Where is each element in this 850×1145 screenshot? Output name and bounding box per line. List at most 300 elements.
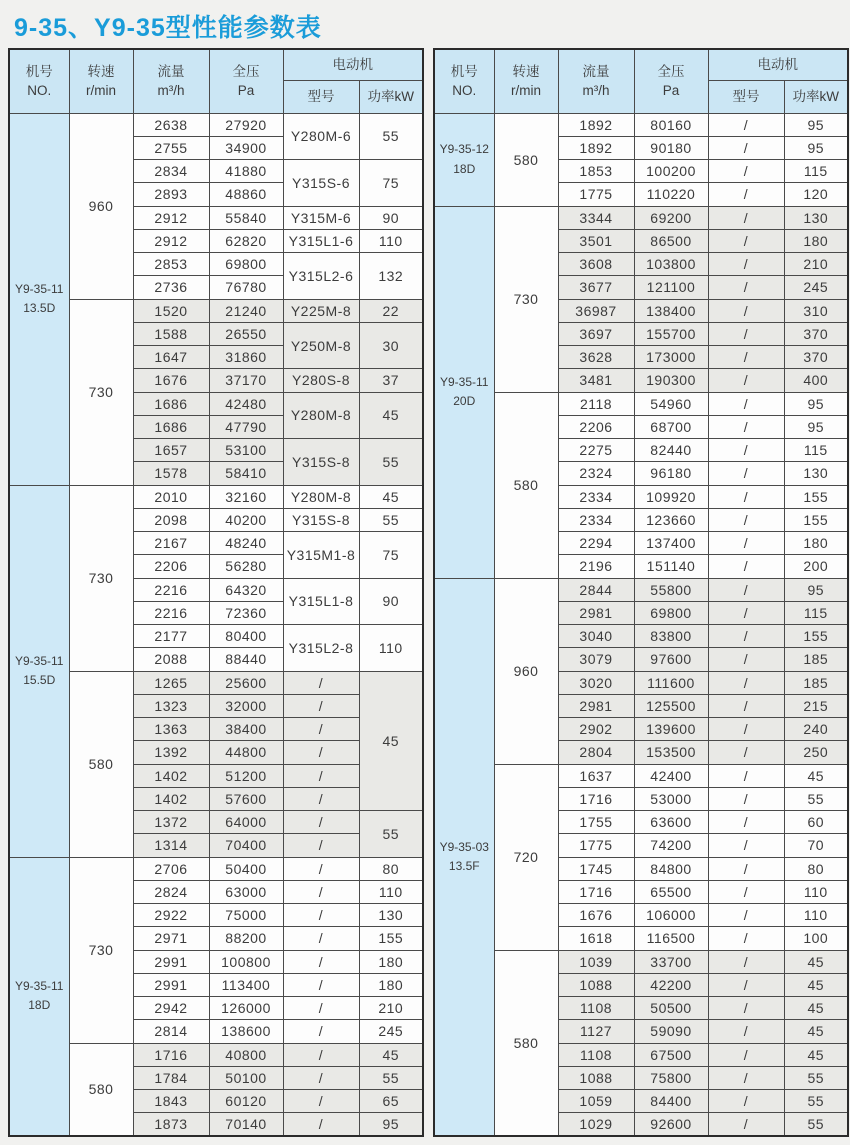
model-cell: / <box>708 462 784 485</box>
header-speed <box>494 49 558 113</box>
pressure-cell: 123660 <box>634 508 708 531</box>
pressure-cell: 42200 <box>634 973 708 996</box>
flow-cell: 1088 <box>558 1066 634 1089</box>
power-cell: 130 <box>784 462 848 485</box>
power-cell: 55 <box>784 1090 848 1113</box>
table-row <box>434 113 848 136</box>
model-cell: / <box>708 276 784 299</box>
model-no-cell <box>434 113 494 206</box>
model-cell: Y225M-8 <box>283 299 359 322</box>
model-cell: / <box>283 718 359 741</box>
model-no-cell <box>9 113 69 485</box>
model-no-line2: 18D <box>453 161 476 176</box>
flow-cell: 2755 <box>133 136 209 159</box>
header-speed <box>69 49 133 113</box>
pressure-cell: 32160 <box>209 485 283 508</box>
pressure-cell: 106000 <box>634 904 708 927</box>
header-speed-cn: 转速 <box>512 63 540 79</box>
table-row <box>9 857 423 880</box>
power-cell: 45 <box>359 671 423 811</box>
power-cell: 155 <box>784 485 848 508</box>
model-cell: / <box>708 253 784 276</box>
pressure-cell: 65500 <box>634 880 708 903</box>
power-cell: 55 <box>784 1066 848 1089</box>
model-no-line1: Y9-35-11 <box>440 374 489 389</box>
power-cell: 180 <box>359 950 423 973</box>
model-no-line1: Y9-35-11 <box>15 281 64 296</box>
model-cell: / <box>283 834 359 857</box>
power-cell: 95 <box>784 578 848 601</box>
model-no-cell <box>9 857 69 1136</box>
power-cell: 45 <box>784 997 848 1020</box>
pressure-cell: 40200 <box>209 508 283 531</box>
flow-cell: 2981 <box>558 601 634 624</box>
model-cell: / <box>708 322 784 345</box>
model-no-line1: Y9-35-03 <box>439 839 489 854</box>
flow-cell: 1039 <box>558 950 634 973</box>
pressure-cell: 68700 <box>634 415 708 438</box>
flow-cell: 1392 <box>133 741 209 764</box>
model-cell: / <box>708 113 784 136</box>
pressure-cell: 58410 <box>209 462 283 485</box>
page-title: 9-35、Y9-35型性能参数表 <box>14 14 322 42</box>
model-cell: / <box>708 787 784 810</box>
flow-cell: 2206 <box>133 555 209 578</box>
flow-cell: 3344 <box>558 206 634 229</box>
header-pressure-unit: Pa <box>237 83 255 99</box>
flow-cell: 1775 <box>558 183 634 206</box>
power-cell: 200 <box>784 555 848 578</box>
speed-cell: 730 <box>69 485 133 671</box>
table-row <box>9 113 423 136</box>
model-cell: / <box>283 857 359 880</box>
flow-cell: 1647 <box>133 346 209 369</box>
flow-cell: 2853 <box>133 253 209 276</box>
flow-cell: 2804 <box>558 741 634 764</box>
model-cell: / <box>708 764 784 787</box>
header-no-en: NO. <box>27 83 52 99</box>
model-cell: / <box>708 927 784 950</box>
flow-cell: 1578 <box>133 462 209 485</box>
flow-cell: 2942 <box>133 997 209 1020</box>
flow-cell: 1853 <box>558 160 634 183</box>
header-motor: 电动机 <box>708 49 848 80</box>
model-cell: / <box>283 1043 359 1066</box>
model-cell: / <box>283 880 359 903</box>
pressure-cell: 64000 <box>209 811 283 834</box>
speed-cell: 720 <box>494 764 558 950</box>
pressure-cell: 53100 <box>209 439 283 462</box>
header-pressure-unit: Pa <box>662 83 680 99</box>
pressure-cell: 139600 <box>634 718 708 741</box>
flow-cell: 2902 <box>558 718 634 741</box>
pressure-cell: 31860 <box>209 346 283 369</box>
pressure-cell: 100800 <box>209 950 283 973</box>
pressure-cell: 100200 <box>634 160 708 183</box>
flow-cell: 2706 <box>133 857 209 880</box>
model-cell: / <box>708 904 784 927</box>
model-cell: / <box>708 532 784 555</box>
model-cell: / <box>708 439 784 462</box>
flow-cell: 1088 <box>558 973 634 996</box>
model-cell: / <box>708 1066 784 1089</box>
power-cell: 155 <box>784 508 848 531</box>
pressure-cell: 96180 <box>634 462 708 485</box>
pressure-cell: 37170 <box>209 369 283 392</box>
flow-cell: 2098 <box>133 508 209 531</box>
flow-cell: 3697 <box>558 322 634 345</box>
pressure-cell: 50400 <box>209 857 283 880</box>
pressure-cell: 48860 <box>209 183 283 206</box>
speed-cell: 580 <box>494 392 558 578</box>
pressure-cell: 67500 <box>634 1043 708 1066</box>
model-cell: Y280M-6 <box>283 113 359 160</box>
pressure-cell: 57600 <box>209 787 283 810</box>
flow-cell: 1657 <box>133 439 209 462</box>
flow-cell: 1314 <box>133 834 209 857</box>
pressure-cell: 111600 <box>634 671 708 694</box>
flow-cell: 1520 <box>133 299 209 322</box>
power-cell: 155 <box>784 625 848 648</box>
model-cell: / <box>708 346 784 369</box>
pressure-cell: 82440 <box>634 439 708 462</box>
power-cell: 95 <box>784 415 848 438</box>
flow-cell: 1745 <box>558 857 634 880</box>
flow-cell: 1843 <box>133 1090 209 1113</box>
model-cell: / <box>283 811 359 834</box>
power-cell: 55 <box>359 811 423 858</box>
power-cell: 45 <box>784 973 848 996</box>
pressure-cell: 38400 <box>209 718 283 741</box>
pressure-cell: 69800 <box>634 601 708 624</box>
table-row <box>9 299 423 322</box>
pressure-cell: 126000 <box>209 997 283 1020</box>
flow-cell: 1892 <box>558 113 634 136</box>
flow-cell: 1716 <box>133 1043 209 1066</box>
power-cell: 65 <box>359 1090 423 1113</box>
flow-cell: 1323 <box>133 694 209 717</box>
flow-cell: 2324 <box>558 462 634 485</box>
model-cell: / <box>283 904 359 927</box>
model-cell: / <box>283 694 359 717</box>
model-cell: Y250M-8 <box>283 322 359 369</box>
model-cell: Y315L2-6 <box>283 253 359 300</box>
power-cell: 132 <box>359 253 423 300</box>
flow-cell: 3481 <box>558 369 634 392</box>
power-cell: 45 <box>359 392 423 439</box>
power-cell: 370 <box>784 322 848 345</box>
power-cell: 185 <box>784 671 848 694</box>
table-row <box>434 206 848 229</box>
model-cell: Y280S-8 <box>283 369 359 392</box>
pressure-cell: 62820 <box>209 229 283 252</box>
model-cell: / <box>708 229 784 252</box>
model-cell: / <box>708 811 784 834</box>
pressure-cell: 84400 <box>634 1090 708 1113</box>
pressure-cell: 42400 <box>634 764 708 787</box>
flow-cell: 2991 <box>133 950 209 973</box>
flow-cell: 2177 <box>133 625 209 648</box>
power-cell: 95 <box>359 1113 423 1136</box>
model-cell: / <box>708 973 784 996</box>
flow-cell: 1784 <box>133 1066 209 1089</box>
model-no-line1: Y9-35-12 <box>439 142 489 157</box>
header-no <box>434 49 494 113</box>
flow-cell: 2893 <box>133 183 209 206</box>
power-cell: 210 <box>359 997 423 1020</box>
model-cell: / <box>708 1020 784 1043</box>
model-no-cell <box>9 485 69 857</box>
header-no-cn: 机号 <box>450 63 478 79</box>
header-model: 型号 <box>708 80 784 113</box>
power-cell: 45 <box>784 764 848 787</box>
pressure-cell: 190300 <box>634 369 708 392</box>
flow-cell: 2824 <box>133 880 209 903</box>
flow-cell: 3608 <box>558 253 634 276</box>
pressure-cell: 153500 <box>634 741 708 764</box>
power-cell: 80 <box>784 857 848 880</box>
power-cell: 130 <box>359 904 423 927</box>
model-cell: / <box>283 973 359 996</box>
flow-cell: 2167 <box>133 532 209 555</box>
power-cell: 55 <box>784 1113 848 1136</box>
model-cell: / <box>708 694 784 717</box>
pressure-cell: 21240 <box>209 299 283 322</box>
flow-cell: 2275 <box>558 439 634 462</box>
power-cell: 45 <box>359 485 423 508</box>
pressure-cell: 113400 <box>209 973 283 996</box>
flow-cell: 1686 <box>133 392 209 415</box>
header-motor: 电动机 <box>283 49 423 80</box>
flow-cell: 3020 <box>558 671 634 694</box>
performance-table-right <box>433 48 849 1137</box>
pressure-cell: 60120 <box>209 1090 283 1113</box>
flow-cell: 1892 <box>558 136 634 159</box>
power-cell: 250 <box>784 741 848 764</box>
table-row <box>434 578 848 601</box>
pressure-cell: 92600 <box>634 1113 708 1136</box>
power-cell: 245 <box>784 276 848 299</box>
power-cell: 22 <box>359 299 423 322</box>
pressure-cell: 63000 <box>209 880 283 903</box>
speed-cell: 960 <box>494 578 558 764</box>
flow-cell: 3040 <box>558 625 634 648</box>
model-cell: / <box>708 1043 784 1066</box>
flow-cell: 3677 <box>558 276 634 299</box>
pressure-cell: 53000 <box>634 787 708 810</box>
flow-cell: 2334 <box>558 485 634 508</box>
header-speed-cn: 转速 <box>87 63 115 79</box>
power-cell: 70 <box>784 834 848 857</box>
power-cell: 210 <box>784 253 848 276</box>
pressure-cell: 26550 <box>209 322 283 345</box>
pressure-cell: 47790 <box>209 415 283 438</box>
model-cell: / <box>708 741 784 764</box>
model-no-line2: 15.5D <box>23 673 56 687</box>
speed-cell: 580 <box>69 1043 133 1136</box>
model-cell: Y315M-6 <box>283 206 359 229</box>
flow-cell: 1873 <box>133 1113 209 1136</box>
pressure-cell: 75000 <box>209 904 283 927</box>
pressure-cell: 138400 <box>634 299 708 322</box>
model-cell: / <box>708 508 784 531</box>
power-cell: 95 <box>784 136 848 159</box>
model-cell: / <box>708 369 784 392</box>
power-cell: 55 <box>359 113 423 160</box>
power-cell: 130 <box>784 206 848 229</box>
model-cell: / <box>708 1090 784 1113</box>
model-cell: / <box>708 578 784 601</box>
flow-cell: 2088 <box>133 648 209 671</box>
model-cell: / <box>708 555 784 578</box>
pressure-cell: 75800 <box>634 1066 708 1089</box>
header-no-en: NO. <box>452 83 477 99</box>
power-cell: 95 <box>784 113 848 136</box>
model-cell: / <box>708 160 784 183</box>
flow-cell: 2118 <box>558 392 634 415</box>
power-cell: 155 <box>359 927 423 950</box>
speed-cell: 580 <box>494 950 558 1136</box>
model-cell: / <box>283 1113 359 1136</box>
pressure-cell: 155700 <box>634 322 708 345</box>
flow-cell: 1686 <box>133 415 209 438</box>
header-no-cn: 机号 <box>25 63 53 79</box>
flow-cell: 2971 <box>133 927 209 950</box>
header-flow <box>133 49 209 113</box>
flow-cell: 2294 <box>558 532 634 555</box>
model-cell: / <box>708 950 784 973</box>
model-no-cell <box>434 206 494 578</box>
power-cell: 45 <box>784 950 848 973</box>
header-flow-unit: m³/h <box>582 83 610 99</box>
speed-cell: 730 <box>69 857 133 1043</box>
model-no-line2: 18D <box>28 998 51 1013</box>
pressure-cell: 80400 <box>209 625 283 648</box>
power-cell: 37 <box>359 369 423 392</box>
header-no <box>9 49 69 113</box>
pressure-cell: 32000 <box>209 694 283 717</box>
power-cell: 120 <box>784 183 848 206</box>
pressure-cell: 69800 <box>209 253 283 276</box>
flow-cell: 2991 <box>133 973 209 996</box>
header-flow-cn: 流量 <box>582 63 610 79</box>
power-cell: 110 <box>359 880 423 903</box>
header-pressure <box>209 49 283 113</box>
pressure-cell: 63600 <box>634 811 708 834</box>
pressure-cell: 116500 <box>634 927 708 950</box>
model-cell: Y315M1-8 <box>283 532 359 579</box>
power-cell: 80 <box>359 857 423 880</box>
model-cell: / <box>708 997 784 1020</box>
flow-cell: 1265 <box>133 671 209 694</box>
model-cell: / <box>708 718 784 741</box>
flow-cell: 2912 <box>133 206 209 229</box>
header-model: 型号 <box>283 80 359 113</box>
model-no-line2: 20D <box>453 394 476 408</box>
pressure-cell: 56280 <box>209 555 283 578</box>
model-cell: / <box>283 927 359 950</box>
power-cell: 75 <box>359 160 423 207</box>
pressure-cell: 59090 <box>634 1020 708 1043</box>
flow-cell: 1108 <box>558 997 634 1020</box>
model-cell: Y280M-8 <box>283 485 359 508</box>
model-cell: / <box>708 648 784 671</box>
flow-cell: 1402 <box>133 787 209 810</box>
model-no-line2: 13.5D <box>23 301 56 315</box>
power-cell: 110 <box>359 229 423 252</box>
pressure-cell: 51200 <box>209 764 283 787</box>
model-cell: / <box>708 183 784 206</box>
model-no-line1: Y9-35-11 <box>15 979 64 994</box>
performance-table-left <box>8 48 424 1137</box>
model-cell: Y280M-8 <box>283 392 359 439</box>
flow-cell: 2736 <box>133 276 209 299</box>
pressure-cell: 40800 <box>209 1043 283 1066</box>
pressure-cell: 88440 <box>209 648 283 671</box>
power-cell: 60 <box>784 811 848 834</box>
model-cell: Y315L1-6 <box>283 229 359 252</box>
model-cell: / <box>708 1113 784 1136</box>
power-cell: 115 <box>784 601 848 624</box>
pressure-cell: 151140 <box>634 555 708 578</box>
pressure-cell: 137400 <box>634 532 708 555</box>
header-flow-cn: 流量 <box>157 63 185 79</box>
flow-cell: 2216 <box>133 578 209 601</box>
pressure-cell: 25600 <box>209 671 283 694</box>
flow-cell: 1676 <box>133 369 209 392</box>
header-speed-unit: r/min <box>511 83 541 99</box>
flow-cell: 1716 <box>558 787 634 810</box>
power-cell: 180 <box>359 973 423 996</box>
pressure-cell: 74200 <box>634 834 708 857</box>
model-cell: Y315S-6 <box>283 160 359 207</box>
flow-cell: 1372 <box>133 811 209 834</box>
model-no-line2: 13.5F <box>448 858 480 873</box>
power-cell: 90 <box>359 578 423 625</box>
power-cell: 400 <box>784 369 848 392</box>
model-cell: / <box>708 485 784 508</box>
flow-cell: 2196 <box>558 555 634 578</box>
pressure-cell: 110220 <box>634 183 708 206</box>
model-cell: / <box>708 857 784 880</box>
header-speed-unit: r/min <box>86 83 116 99</box>
pressure-cell: 44800 <box>209 741 283 764</box>
model-cell: / <box>708 392 784 415</box>
model-cell: / <box>708 601 784 624</box>
header-power: 功率kW <box>359 80 423 113</box>
power-cell: 110 <box>784 880 848 903</box>
pressure-cell: 27920 <box>209 113 283 136</box>
pressure-cell: 55800 <box>634 578 708 601</box>
power-cell: 245 <box>359 1020 423 1043</box>
pressure-cell: 54960 <box>634 392 708 415</box>
power-cell: 55 <box>359 508 423 531</box>
table-row <box>9 485 423 508</box>
pressure-cell: 55840 <box>209 206 283 229</box>
power-cell: 75 <box>359 532 423 579</box>
pressure-cell: 109920 <box>634 485 708 508</box>
model-cell: Y315S-8 <box>283 508 359 531</box>
speed-cell: 730 <box>69 299 133 485</box>
table-row <box>434 392 848 415</box>
flow-cell: 3628 <box>558 346 634 369</box>
model-cell: / <box>283 997 359 1020</box>
power-cell: 100 <box>784 927 848 950</box>
flow-cell: 2010 <box>133 485 209 508</box>
power-cell: 55 <box>784 787 848 810</box>
pressure-cell: 83800 <box>634 625 708 648</box>
flow-cell: 1029 <box>558 1113 634 1136</box>
